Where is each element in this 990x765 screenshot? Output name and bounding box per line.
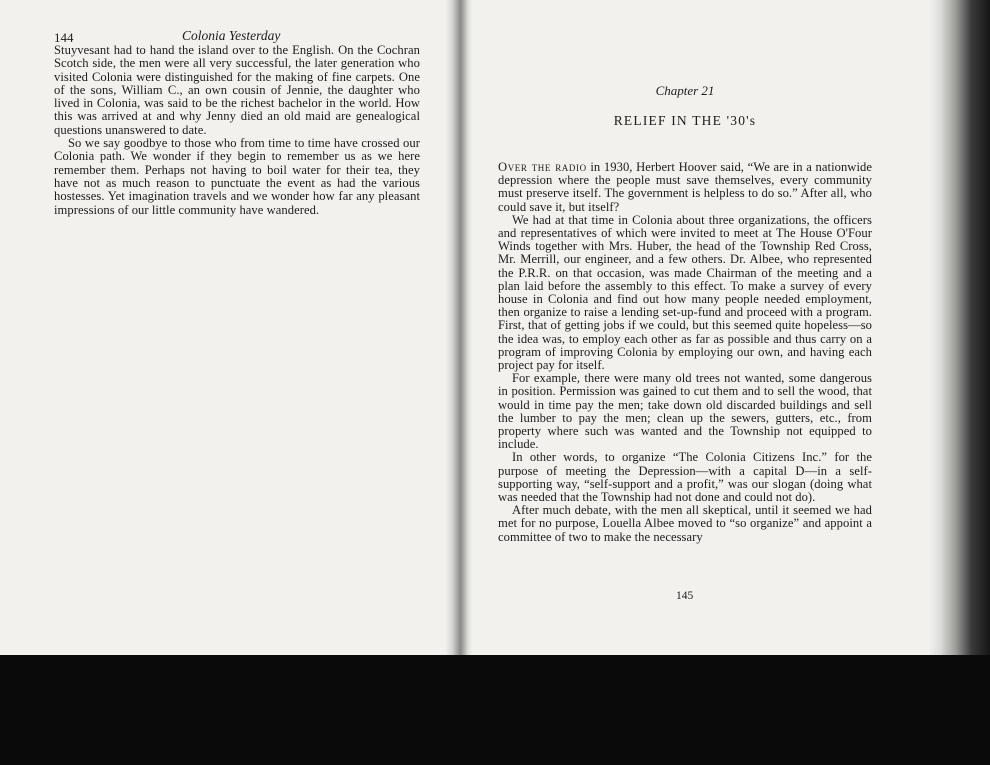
lead-in: Over the radio (498, 160, 587, 174)
scanner-bed-shadow (0, 655, 990, 765)
chapter-label: Chapter 21 (655, 83, 715, 98)
chapter-title: RELIEF IN THE '30's (613, 113, 757, 128)
left-paragraph-2: So we say goodbye to those who from time to time have crossed our Colonia path. We wonder if they begin to remember us as we here remember them. Perhaps not having to boil water for their tea, they have not as much reason to punctuate the event as had the various hostesses. Yet imagination travels and we wonder how far any pleasant impressions of our little community have wandered. (54, 136, 420, 217)
page-number-left: 144 (54, 30, 74, 45)
right-paragraph-5: After much debate, with the men all skeptical, until it seemed we had met for no purpose, Louella Albee moved to “so organize” and appoint a committee of two to make the necessary (498, 503, 872, 544)
right-paragraph-2: We had at that time in Colonia about three organizations, the officers and representatives of which were invited to meet at The House O'Four Winds together with Mrs. Huber, the head of the Township Red Cross, Mr. Merrill, our engineer, and a few others. Dr. Albee, who represented the P.R.R. on that occasion, was made Chairman of the meeting and a plan laid before the assembly to this effect. To make a survey of every house in Colonia and find out how many people needed employment, then organize to raise a lending set-up-fund and proceed with a program. First, that of getting jobs if we could, but this seemed quite hopeless—so the idea was, to employ each other as far as possible and thus carry on a program of improving Colonia by employing our own, and having each project pay for itself. (498, 212, 872, 373)
running-title: Colonia Yesterday (182, 28, 281, 43)
chapter-body (498, 161, 872, 544)
right-page (498, 82, 872, 544)
left-paragraph-1: Stuyvesant had to hand the island over to the English. On the Cochran Scotch side, the men were all very successful, the later generation who visited Colonia were distinguished for the making of fine carpets. One of the sons, William C., an own cousin of Jennie, the daughter who lived in Colonia, was said to be the richest bachelor in the world. How this was arrived at and why Jenny died an old maid are genealogical questions unanswered to date. (54, 43, 420, 137)
running-head (54, 24, 420, 44)
right-paragraph-4: In other words, to organize “The Colonia Citizens Inc.” for the purpose of meeting the Depression—with a capital D—in a self-supporting way, “self-support and a profit,” was our slogan (doing what was needed that the Township had not done and could not do). (498, 450, 872, 505)
page-number-right: 145 (676, 590, 694, 602)
right-paragraph-3: For example, there were many old trees not wanted, some dangerous in position. Permission was gained to cut them and to sell the wood, that would in time pay the men; take down old discarded buildings and sell the lumber to pay the men; clean up the sewers, gutters, etc., from property where such was wanted and the Township not equipped to include. (498, 371, 872, 452)
right-paragraph-1-text: in 1930, Herbert Hoover said, “We are in a nationwide depression where the people must save themselves, every community must preserve itself. The government is helpless to do so.” After all, who could save it, but itself? (498, 160, 872, 214)
right-paragraph-1 (498, 161, 872, 214)
page-edge-shadow (928, 0, 990, 665)
left-page (54, 24, 420, 217)
book-gutter-shadow (446, 0, 472, 665)
